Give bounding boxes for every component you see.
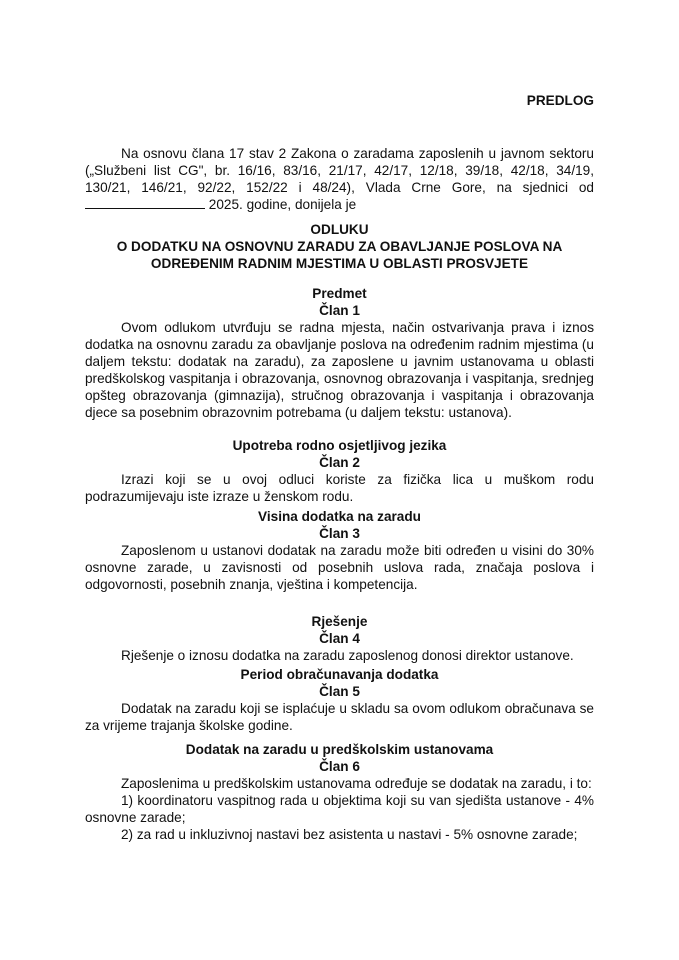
article-heading: Period obračunavanja dodatka xyxy=(240,667,439,682)
article-text: Ovom odlukom utvrđuju se radna mjesta, način ostvarivanja prava i iznos dodatka na osnovnu zaradu za obavljanje poslova na određenim radnim mjestima (u daljem tekstu: dodatak na zaradu), za zaposlene u javnim ustanovama u oblasti predškolskog vaspitanja i obrazovanja, osnovnog obrazovanja i vaspitanja, srednjeg opšteg obrazovanja (gimnazija), stručnog obrazovanja i vaspitanja i obrazovanja djece sa posebnim obrazovnim potrebama (u daljem tekstu: ustanova). xyxy=(85,320,594,420)
article-text: Zaposlenom u ustanovi dodatak na zaradu može biti određen u visini do 30% osnovne zarade, u zavisnosti od posebnih uslova rada, značaja poslova i odgovornosti, posebnih znanja, vještina i kompetencija. xyxy=(85,543,594,592)
article-number: Član 2 xyxy=(319,455,360,470)
article-number: Član 3 xyxy=(319,526,360,541)
article-3 xyxy=(85,508,594,593)
date-blank xyxy=(85,196,205,209)
article-heading: Dodatak na zaradu u predškolskim ustanovama xyxy=(185,742,494,757)
article-heading: Predmet xyxy=(312,286,367,301)
document-title xyxy=(85,221,594,272)
article-6 xyxy=(85,741,594,843)
article-text: Rješenje o iznosu dodatka na zaradu zaposlenog donosi direktor ustanove. xyxy=(121,648,574,663)
draft-label: PREDLOG xyxy=(526,93,594,108)
preamble xyxy=(85,145,594,213)
title-line: ODREĐENIM RADNIM MJESTIMA U OBLASTI PROSVJETE xyxy=(150,256,529,271)
title-line: ODLUKU xyxy=(310,222,369,237)
article-1 xyxy=(85,285,594,421)
article-number: Član 4 xyxy=(319,631,360,646)
article-heading: Rješenje xyxy=(311,614,368,629)
article-2 xyxy=(85,437,594,505)
article-text: Izrazi koji se u ovoj odluci koriste za fizička lica u muškom rodu podrazumijevaju iste izraze u ženskom rodu. xyxy=(85,472,594,504)
article-4 xyxy=(85,613,594,664)
title-line: O DODATKU NA OSNOVNU ZARADU ZA OBAVLJANJE POSLOVA NA xyxy=(116,239,563,254)
article-number: Član 6 xyxy=(319,759,360,774)
article-number: Član 1 xyxy=(319,303,360,318)
article-5 xyxy=(85,666,594,734)
list-item: 2) za rad u inkluzivnoj nastavi bez asistenta u nastavi - 5% osnovne zarade; xyxy=(121,827,578,842)
article-heading: Upotreba rodno osjetljivog jezika xyxy=(232,438,447,453)
article-text: Zaposlenima u predškolskim ustanovama određuje se dodatak na zaradu, i to: xyxy=(121,776,592,791)
article-text: Dodatak na zaradu koji se isplaćuje u skladu sa ovom odlukom obračunava se za vrijeme trajanja školske godine. xyxy=(85,701,594,733)
preamble-text: Na osnovu člana 17 stav 2 Zakona o zaradama zaposlenih u javnom sektoru („Službeni list CG", br. 16/16, 83/16, 21/17, 42/17, 12/18, 39/18, 42/18, 34/19, 130/21, 146/21, 92/22, 152/22 i 48/24), Vlada Crne Gore, na sjednici od xyxy=(85,146,594,195)
article-number: Član 5 xyxy=(319,684,360,699)
list-item: 1) koordinatoru vaspitnog rada u objektima koji su van sjedišta ustanove - 4% osnovne zarade; xyxy=(85,793,594,825)
preamble-text-end: 2025. godine, donijela je xyxy=(205,197,357,212)
article-heading: Visina dodatka na zaradu xyxy=(258,509,421,524)
